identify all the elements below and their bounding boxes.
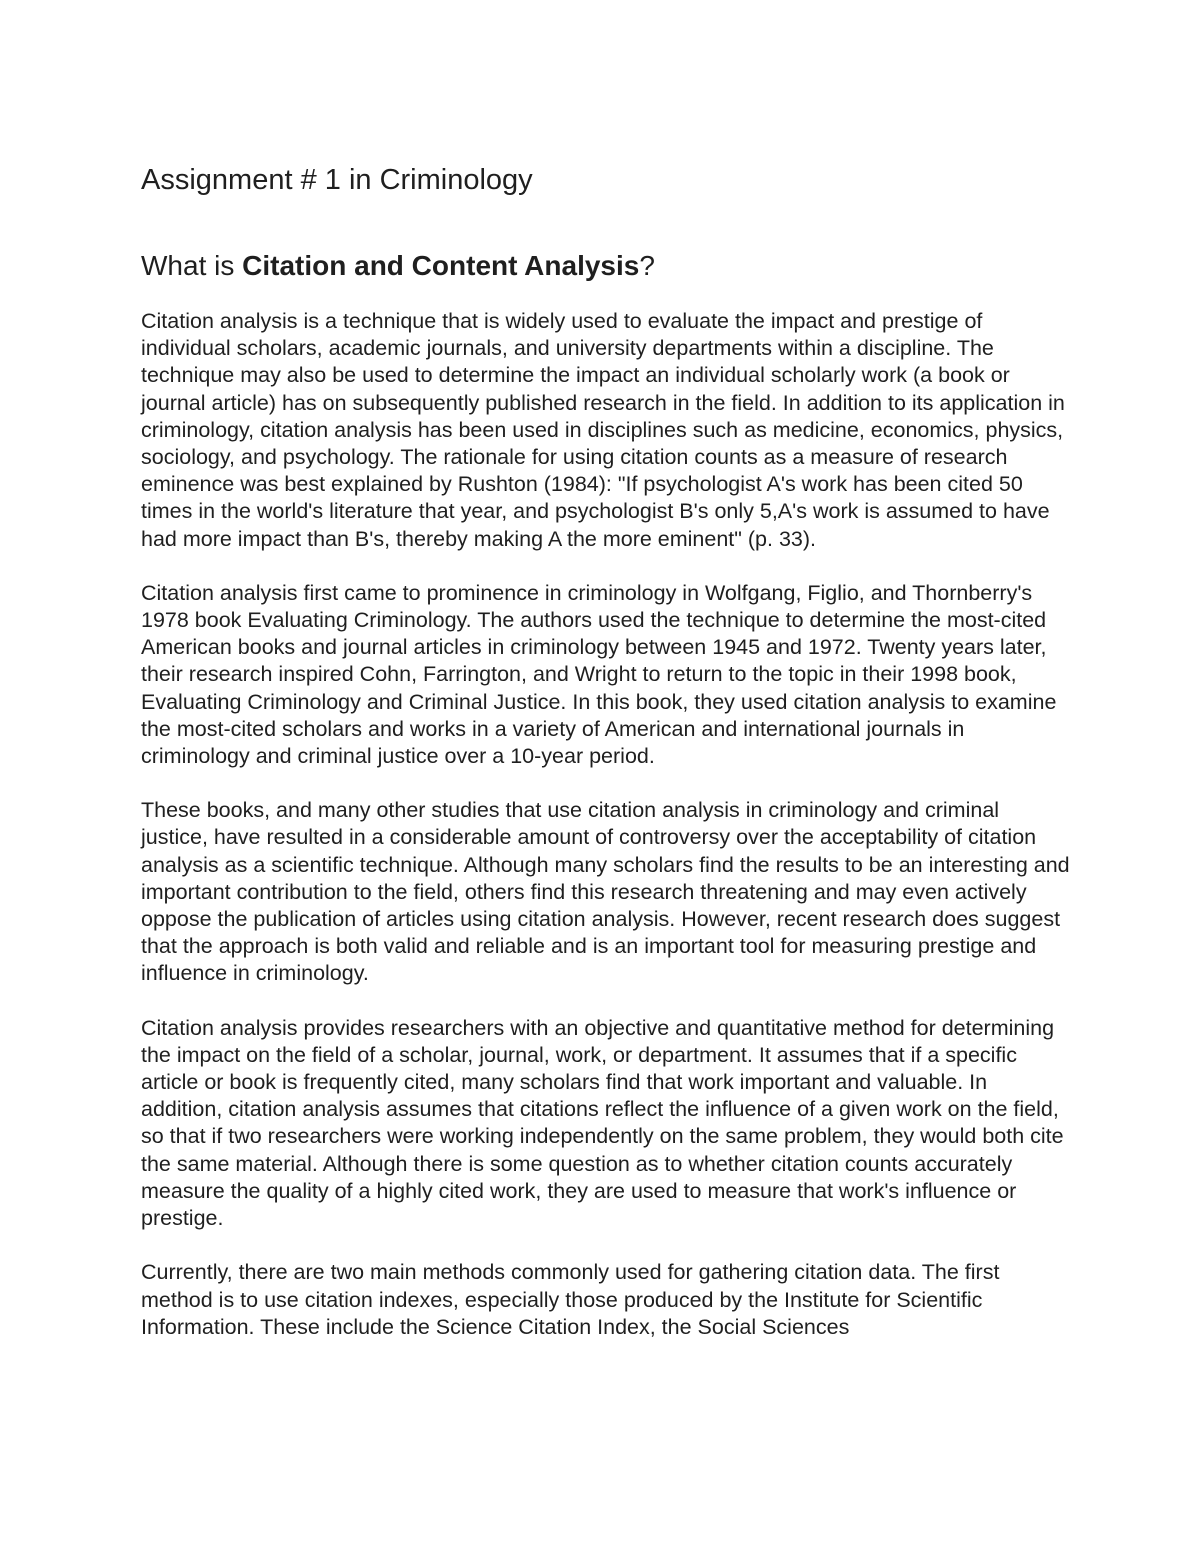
subtitle-emphasis: Citation and Content Analysis bbox=[242, 250, 640, 281]
subtitle-suffix: ? bbox=[639, 250, 655, 281]
document-subtitle bbox=[141, 248, 1071, 284]
subtitle-prefix: What is bbox=[141, 250, 243, 281]
document-title: Assignment # 1 in Criminology bbox=[141, 164, 533, 196]
paragraph-3: These books, and many other studies that use citation analysis in criminology and criminal justice, have resulted in a considerable amount of controversy over the acceptability of citation analysis as a scientific technique. Although many scholars find the results to be an interesting and important contribution to the field, others find this research threatening and may even actively oppose the publication of articles using citation analysis. However, recent research does suggest that the approach is both valid and reliable and is an important tool for measuring prestige and influence in criminology. bbox=[141, 798, 1070, 986]
document-page bbox=[141, 162, 1071, 1368]
paragraph-1: Citation analysis is a technique that is widely used to evaluate the impact and prestige of individual scholars, academic journals, and university departments within a discipline. The technique may also be used to determine the impact an individual scholarly work (a book or journal article) has on subsequently published research in the field. In addition to its application in criminology, citation analysis has been used in disciplines such as medicine, economics, physics, sociology, and psychology. The rationale for using citation counts as a measure of research eminence was best explained by Rushton (1984): "If psychologist A's work has been cited 50 times in the world's literature that year, and psychologist B's only 5,A's work is assumed to have had more impact than B's, thereby making A the more eminent" (p. 33). bbox=[141, 309, 1065, 551]
paragraph-2: Citation analysis first came to prominence in criminology in Wolfgang, Figlio, and Thornberry's 1978 book Evaluating Criminology. The authors used the technique to determine the most-cited American books and journal articles in criminology between 1945 and 1972. Twenty years later, their research inspired Cohn, Farrington, and Wright to return to the topic in their 1998 book, Evaluating Criminology and Criminal Justice. In this book, they used citation analysis to examine the most-cited scholars and works in a variety of American and international journals in criminology and criminal justice over a 10-year period. bbox=[141, 580, 1057, 769]
paragraph-5: Currently, there are two main methods commonly used for gathering citation data. The first method is to use citation indexes, especially those produced by the Institute for Scientific Information. These include the Science Citation Index, the Social Sciences bbox=[141, 1260, 1000, 1339]
paragraph-4: Citation analysis provides researchers with an objective and quantitative method for determining the impact on the field of a scholar, journal, work, or department. It assumes that if a specific article or book is frequently cited, many scholars find that work important and valuable. In addition, citation analysis assumes that citations reflect the influence of a given work on the field, so that if two researchers were working independently on the same problem, they would both cite the same material. Although there is some question as to whether citation counts accurately measure the quality of a highly cited work, they are used to measure that work's influence or prestige. bbox=[141, 1015, 1064, 1231]
